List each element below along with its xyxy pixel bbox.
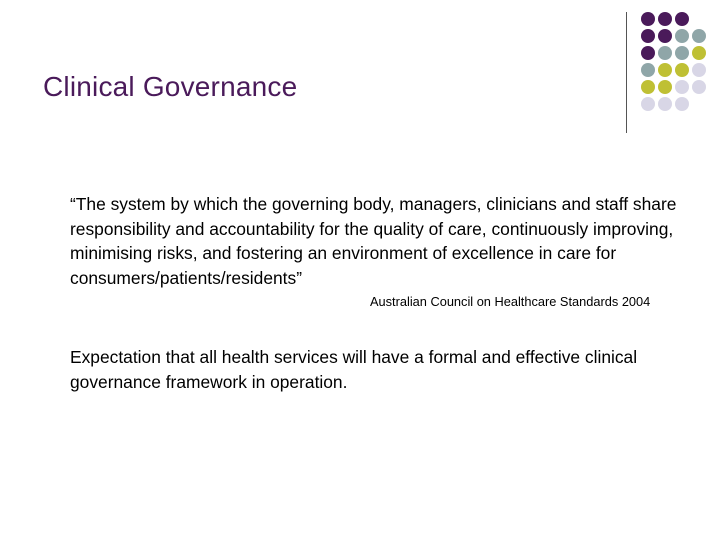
slide-title: Clinical Governance (43, 71, 298, 102)
decorative-dot (692, 29, 706, 43)
decorative-divider-line (626, 12, 627, 133)
decorative-dot (675, 46, 689, 60)
decorative-dot (641, 80, 655, 94)
decorative-dot (692, 80, 706, 94)
decorative-dot (658, 63, 672, 77)
decorative-dot (658, 29, 672, 43)
decorative-dot (675, 97, 689, 111)
decorative-dot (641, 29, 655, 43)
quote-citation: Australian Council on Healthcare Standards 2004 (370, 294, 651, 309)
decorative-dot (675, 80, 689, 94)
decorative-dot (641, 63, 655, 77)
decorative-dot (692, 46, 706, 60)
decorative-dot (641, 12, 655, 26)
decorative-dot (658, 97, 672, 111)
decorative-dot (658, 46, 672, 60)
decorative-dot (658, 12, 672, 26)
decorative-dot (675, 12, 689, 26)
decorative-dot (692, 63, 706, 77)
decorative-dot (675, 63, 689, 77)
decorative-dot (658, 80, 672, 94)
definition-quote: “The system by which the governing body, managers, clinicians and staff share responsibility and accountability for the quality of care, continuously improving, minimising risks, and fostering an environment of excellence in care for consumers/patients/residents” (70, 194, 677, 288)
decorative-dot (675, 29, 689, 43)
expectation-statement: Expectation that all health services will have a formal and effective clinical governance framework in operation. (70, 347, 638, 392)
decorative-dot (641, 46, 655, 60)
decorative-dot (641, 97, 655, 111)
